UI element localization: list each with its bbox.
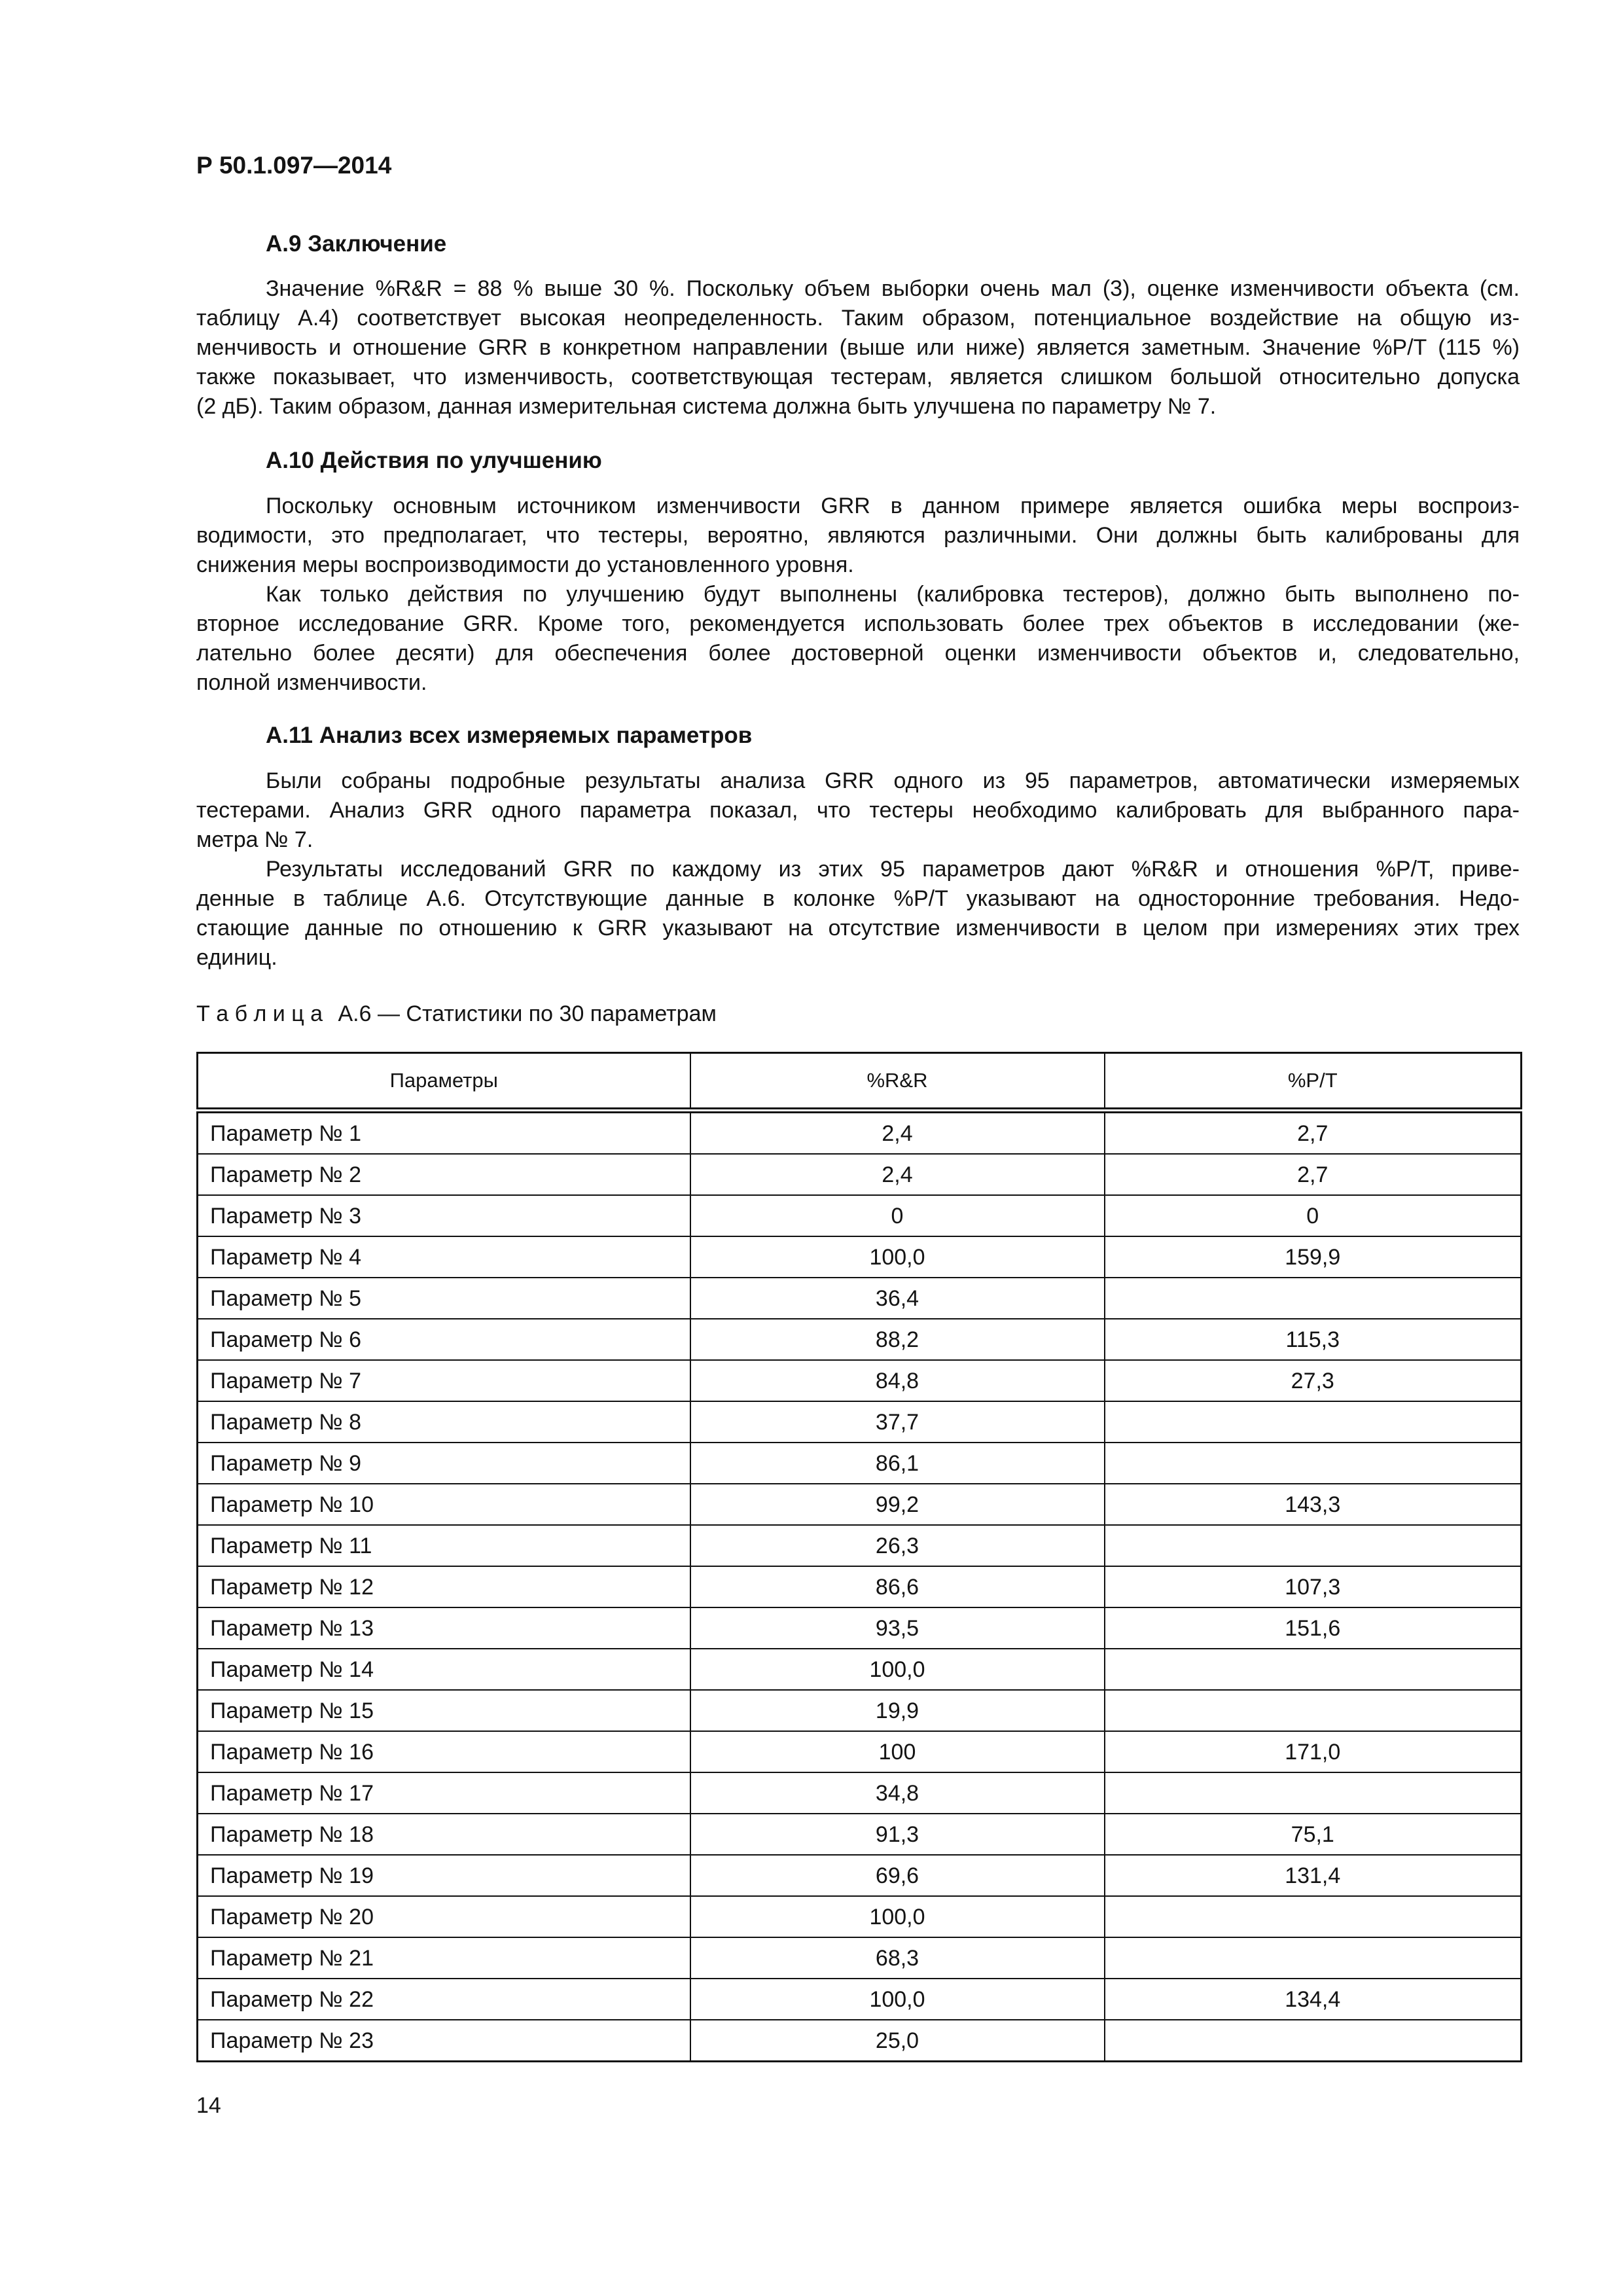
text-line: Поскольку основным источником изменчивости GRR в данном примере является ошибка меры воспроиз- <box>266 493 1520 518</box>
text-line: полной изменчивости. <box>196 670 427 695</box>
section-heading-a11: А.11 Анализ всех измеряемых параметров <box>266 723 753 748</box>
pt-value-cell: 151,6 <box>1105 1607 1522 1649</box>
text-line: менчивость и отношение GRR в конкретном направлении (выше или ниже) является заметным. Значение %P/T (115 %) <box>196 335 1520 360</box>
table-row <box>198 1525 1522 1566</box>
parameter-name-cell: Параметр № 13 <box>198 1607 690 1649</box>
rr-value-cell: 91,3 <box>690 1814 1105 1855</box>
table-row <box>198 1443 1522 1484</box>
rr-value-cell: 100,0 <box>690 1236 1105 1278</box>
table-row <box>198 1401 1522 1443</box>
pt-value-cell: 75,1 <box>1105 1814 1522 1855</box>
pt-value-cell: 27,3 <box>1105 1360 1522 1401</box>
parameter-name-cell: Параметр № 12 <box>198 1566 690 1607</box>
parameter-name-cell: Параметр № 20 <box>198 1896 690 1937</box>
column-header-rr: %R&R <box>690 1053 1105 1111</box>
rr-value-cell: 34,8 <box>690 1772 1105 1814</box>
table-row <box>198 1195 1522 1236</box>
text-line: (2 дБ). Таким образом, данная измерительная система должна быть улучшена по параметру № 7. <box>196 394 1217 419</box>
rr-value-cell: 25,0 <box>690 2020 1105 2062</box>
table-row <box>198 1607 1522 1649</box>
text-line: лательно более десяти) для обеспечения более достоверной оценки изменчивости объектов и, следовательно, <box>196 641 1520 666</box>
text-line: Результаты исследований GRR по каждому из этих 95 параметров дают %R&R и отношения %P/T, приве- <box>266 857 1520 882</box>
pt-value-cell <box>1105 1937 1522 1979</box>
pt-value-cell <box>1105 1649 1522 1690</box>
section-heading-a9: А.9 Заключение <box>266 231 447 257</box>
pt-value-cell <box>1105 2020 1522 2062</box>
table-row <box>198 1855 1522 1896</box>
text-line: денные в таблице А.6. Отсутствующие данные в колонке %P/T указывают на односторонние требования. Недо- <box>196 886 1520 911</box>
rr-value-cell: 99,2 <box>690 1484 1105 1525</box>
parameter-name-cell: Параметр № 2 <box>198 1154 690 1195</box>
table-row <box>198 2020 1522 2062</box>
text-line: стающие данные по отношению к GRR указывают на отсутствие изменчивости в целом при измерениях этих трех <box>196 916 1520 941</box>
rr-value-cell: 88,2 <box>690 1319 1105 1360</box>
column-header-pt: %P/T <box>1105 1053 1522 1111</box>
pt-value-cell <box>1105 1772 1522 1814</box>
parameter-name-cell: Параметр № 15 <box>198 1690 690 1731</box>
paragraph <box>196 766 1520 855</box>
pt-value-cell: 171,0 <box>1105 1731 1522 1772</box>
rr-value-cell: 100,0 <box>690 1979 1105 2020</box>
table-caption-title: А.6 — Статистики по 30 параметрам <box>338 1001 717 1026</box>
paragraph <box>196 855 1520 973</box>
parameter-name-cell: Параметр № 22 <box>198 1979 690 2020</box>
text-line: вторное исследование GRR. Кроме того, рекомендуется использовать более трех объектов в исследовании (же- <box>196 611 1520 636</box>
rr-value-cell: 100,0 <box>690 1649 1105 1690</box>
table-row <box>198 1937 1522 1979</box>
parameter-name-cell: Параметр № 14 <box>198 1649 690 1690</box>
pt-value-cell: 159,9 <box>1105 1236 1522 1278</box>
pt-value-cell: 115,3 <box>1105 1319 1522 1360</box>
pt-value-cell <box>1105 1690 1522 1731</box>
parameter-name-cell: Параметр № 3 <box>198 1195 690 1236</box>
paragraph-a9 <box>196 274 1520 422</box>
text-line: единиц. <box>196 945 277 970</box>
text-line: водимости, это предполагает, что тестеры, вероятно, являются различными. Они должны быть калиброваны для <box>196 523 1520 548</box>
text-line: метра № 7. <box>196 827 313 852</box>
rr-value-cell: 37,7 <box>690 1401 1105 1443</box>
parameter-name-cell: Параметр № 5 <box>198 1278 690 1319</box>
parameter-name-cell: Параметр № 4 <box>198 1236 690 1278</box>
parameter-name-cell: Параметр № 17 <box>198 1772 690 1814</box>
text-line: Значение %R&R = 88 % выше 30 %. Поскольку объем выборки очень мал (3), оценке изменчивости объекта (см. <box>266 276 1520 301</box>
paragraph <box>196 580 1520 698</box>
pt-value-cell: 2,7 <box>1105 1154 1522 1195</box>
parameter-name-cell: Параметр № 8 <box>198 1401 690 1443</box>
text-line: Были собраны подробные результаты анализа GRR одного из 95 параметров, автоматически измеряемых <box>266 768 1520 793</box>
text-line: таблицу А.4) соответствует высокая неопределенность. Таким образом, потенциальное воздействие на общую из- <box>196 306 1520 331</box>
text-line: также показывает, что изменчивость, соответствующая тестерам, является слишком большой относительно допуска <box>196 365 1520 389</box>
pt-value-cell: 134,4 <box>1105 1979 1522 2020</box>
table-row <box>198 1814 1522 1855</box>
parameter-name-cell: Параметр № 1 <box>198 1111 690 1155</box>
rr-value-cell: 0 <box>690 1195 1105 1236</box>
statistics-table <box>196 1052 1522 2062</box>
rr-value-cell: 2,4 <box>690 1154 1105 1195</box>
parameter-name-cell: Параметр № 7 <box>198 1360 690 1401</box>
parameter-name-cell: Параметр № 16 <box>198 1731 690 1772</box>
rr-value-cell: 86,1 <box>690 1443 1105 1484</box>
table-header-row <box>198 1053 1522 1111</box>
table-row <box>198 1896 1522 1937</box>
parameter-name-cell: Параметр № 19 <box>198 1855 690 1896</box>
column-header-parameters: Параметры <box>198 1053 690 1111</box>
text-line: снижения меры воспроизводимости до установленного уровня. <box>196 552 854 577</box>
table-row <box>198 1649 1522 1690</box>
rr-value-cell: 86,6 <box>690 1566 1105 1607</box>
parameter-name-cell: Параметр № 10 <box>198 1484 690 1525</box>
table-row <box>198 1731 1522 1772</box>
pt-value-cell <box>1105 1525 1522 1566</box>
table-row <box>198 1690 1522 1731</box>
table-row <box>198 1360 1522 1401</box>
text-line: тестерами. Анализ GRR одного параметра показал, что тестеры необходимо калибровать для выбранного пара- <box>196 798 1520 823</box>
parameter-name-cell: Параметр № 11 <box>198 1525 690 1566</box>
table-row <box>198 1566 1522 1607</box>
parameter-name-cell: Параметр № 18 <box>198 1814 690 1855</box>
rr-value-cell: 100 <box>690 1731 1105 1772</box>
rr-value-cell: 36,4 <box>690 1278 1105 1319</box>
section-heading-a10: А.10 Действия по улучшению <box>266 448 602 473</box>
pt-value-cell: 2,7 <box>1105 1111 1522 1155</box>
table-caption-label: Т а б л и ц а <box>196 1001 323 1026</box>
pt-value-cell <box>1105 1443 1522 1484</box>
paragraphs-a11 <box>196 766 1520 973</box>
rr-value-cell: 2,4 <box>690 1111 1105 1155</box>
parameter-name-cell: Параметр № 23 <box>198 2020 690 2062</box>
paragraph <box>196 492 1520 580</box>
table-row <box>198 1484 1522 1525</box>
rr-value-cell: 68,3 <box>690 1937 1105 1979</box>
page-number: 14 <box>196 2093 221 2118</box>
table-row <box>198 1319 1522 1360</box>
table-row <box>198 1111 1522 1155</box>
table-row <box>198 1154 1522 1195</box>
rr-value-cell: 26,3 <box>690 1525 1105 1566</box>
parameter-name-cell: Параметр № 9 <box>198 1443 690 1484</box>
table-row <box>198 1278 1522 1319</box>
document-code: Р 50.1.097—2014 <box>196 152 392 179</box>
table-caption <box>196 999 1520 1029</box>
rr-value-cell: 100,0 <box>690 1896 1105 1937</box>
pt-value-cell: 143,3 <box>1105 1484 1522 1525</box>
table-row <box>198 1979 1522 2020</box>
pt-value-cell: 107,3 <box>1105 1566 1522 1607</box>
parameter-name-cell: Параметр № 6 <box>198 1319 690 1360</box>
paragraphs-a10 <box>196 492 1520 698</box>
pt-value-cell: 0 <box>1105 1195 1522 1236</box>
pt-value-cell: 131,4 <box>1105 1855 1522 1896</box>
pt-value-cell <box>1105 1278 1522 1319</box>
pt-value-cell <box>1105 1401 1522 1443</box>
text-line: Как только действия по улучшению будут выполнены (калибровка тестеров), должно быть выполнено по- <box>266 582 1520 607</box>
table-row <box>198 1772 1522 1814</box>
table-row <box>198 1236 1522 1278</box>
rr-value-cell: 19,9 <box>690 1690 1105 1731</box>
rr-value-cell: 84,8 <box>690 1360 1105 1401</box>
rr-value-cell: 93,5 <box>690 1607 1105 1649</box>
rr-value-cell: 69,6 <box>690 1855 1105 1896</box>
pt-value-cell <box>1105 1896 1522 1937</box>
parameter-name-cell: Параметр № 21 <box>198 1937 690 1979</box>
